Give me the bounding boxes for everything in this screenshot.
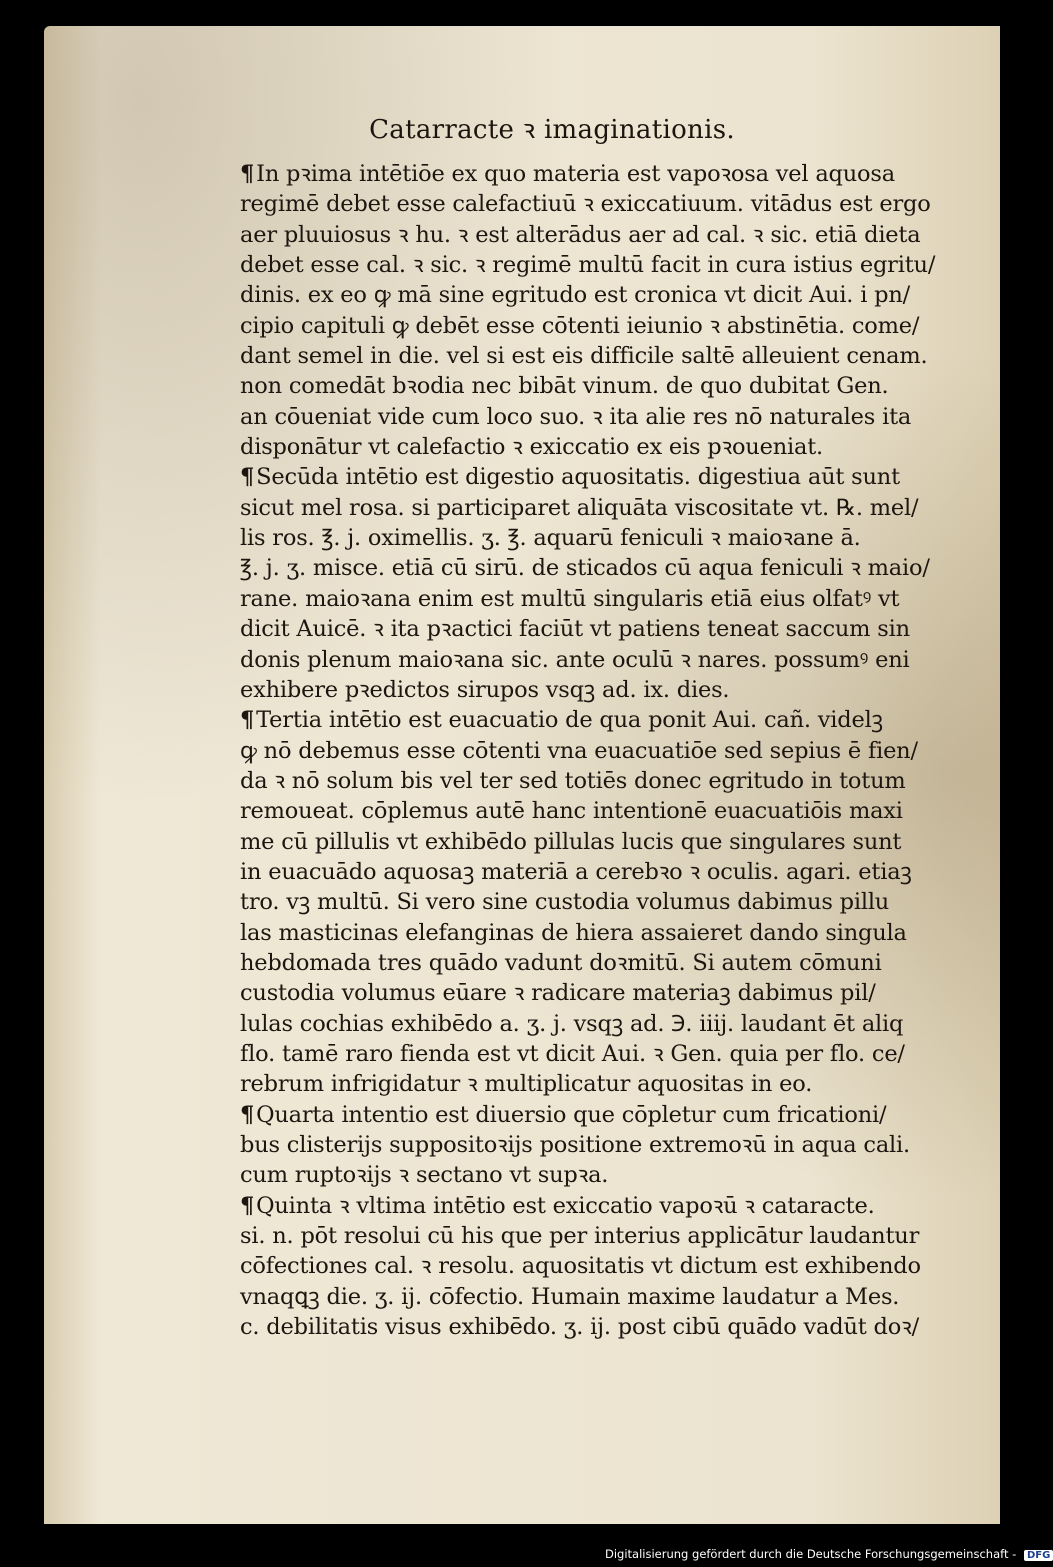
text-line-content: dicit Auicē. ꝛ ita pꝛactici faciūt vt patiens teneat saccum sin [240,616,910,643]
text-line [240,1221,920,1251]
text-line [240,1130,910,1160]
text-line-content: remoueat. cōplemus autē hanc intentionē euacuatiōis maxi [240,798,903,825]
text-line [240,553,930,583]
text-line-content: donis plenum maioꝛana sic. ante oculū ꝛ nares. possumꝰ eni [240,646,910,673]
text-line-content: In pꝛima intētiōe ex quo materia est vapoꝛosa vel aquosa [256,161,895,187]
text-line [240,1191,910,1221]
text-line-content: debet esse cal. ꝛ sic. ꝛ regimē multū facit in cura istius egritu/ [240,252,936,279]
text-line-content: regimē debet esse calefactiuū ꝛ exiccatiuum. vitādus est ergo [240,191,931,218]
text-line [240,766,910,796]
text-line [240,462,910,492]
text-line [240,523,910,553]
text-line-content: da ꝛ nō solum bis vel ter sed totiēs donec egritudo in totum [240,767,906,794]
text-line-content: Quinta ꝛ vltima intētio est exiccatio vapoꝛū ꝛ cataracte. [256,1192,875,1219]
text-line-content: an cōueniat vide cum loco suo. ꝛ ita alie res nō naturales ita [240,403,912,430]
text-line [240,614,910,644]
text-line [240,1069,910,1099]
text-line-content: vnaqꝗꝫ die. ʒ. ij. cōfectio. Humain maxime laudatur a Mes. [240,1283,900,1310]
paragraph-mark: ¶ [240,161,255,187]
text-line-content: Quarta intentio est diuersio que cōpletur cum fricationi/ [256,1101,887,1128]
text-line [240,796,910,826]
paragraph-mark: ¶ [240,464,255,491]
footer-credit [605,1547,1053,1565]
text-line-content: cipio capituli ꝙ debēt esse cōtenti ieiunio ꝛ abstinētia. come/ [240,312,920,339]
text-line [240,1009,910,1039]
dfg-logo: DFG [1024,1550,1053,1561]
text-line [240,1039,910,1069]
text-block [240,159,936,1342]
text-line [240,827,910,857]
text-line [240,584,910,614]
text-line [240,1251,921,1281]
text-line-content: aer pluuiosus ꝛ hu. ꝛ est alterādus aer ad cal. ꝛ sic. etiā dieta [240,221,921,248]
text-line-content: non comedāt bꝛodia nec bibāt vinum. de quo dubitat Gen. [240,373,889,400]
text-line-content: cum ruptoꝛijs ꝛ sectano vt supꝛa. [240,1162,609,1189]
text-line [240,311,920,341]
text-line [240,675,910,705]
text-line-content: custodia volumus eūare ꝛ radicare materiaꝫ dabimus pil/ [240,980,876,1007]
text-line-content: Tertia intētio est euacuatio de qua ponit Aui. cañ. videlꝫ [256,707,883,734]
text-line [240,918,910,948]
book-page [44,26,1000,1524]
text-line [240,857,910,887]
text-line-content: si. n. pōt resolui cū his que per interius applicātur laudantur [240,1223,920,1250]
text-line-content: sicut mel rosa. si participaret aliquāta viscositate vt. ℞. mel/ [240,494,919,521]
text-line [240,189,931,219]
text-line-content: exhibere pꝛedictos sirupos vsqꝫ ad. ix. dies. [240,676,730,703]
text-line-content: las masticinas elefanginas de hiera assaieret dando singula [240,919,907,946]
text-line-content: bus clisterijs suppositoꝛijs positione extremoꝛū in aqua cali. [240,1132,910,1158]
text-line-content: disponātur vt calefactio ꝛ exiccatio ex eis pꝛoueniat. [240,434,824,461]
text-line-content: cōfectiones cal. ꝛ resolu. aquositatis vt dictum est exhibendo [240,1253,921,1280]
text-line [240,432,910,462]
text-line [240,705,910,735]
text-line-content: Secūda intētio est digestio aquositatis. digestiua aūt sunt [256,464,900,491]
text-line [240,1312,919,1342]
text-line-content: me cū pillulis vt exhibēdo pillulas lucis que singulares sunt [240,828,902,855]
text-line [240,978,910,1008]
running-header: Catarracte ꝛ imaginationis. [369,115,735,145]
text-line [240,1160,910,1190]
text-line-content: hebdomada tres quādo vadunt doꝛmitū. Si autem cōmuni [240,949,882,976]
text-line [240,493,919,523]
text-line-content: dant semel in die. vel si est eis difficile saltē alleuient cenam. [240,343,928,370]
text-line-content: ℥. j. ʒ. misce. etiā cū sirū. de sticados cū aqua feniculi ꝛ maio/ [240,555,930,582]
text-line-content: in euacuādo aquosaꝫ materiā a cerebꝛo ꝛ oculis. agari. etiaꝫ [240,858,912,885]
text-line-content: dinis. ex eo ꝙ mā sine egritudo est cronica vt dicit Aui. i pn/ [240,282,911,309]
text-line [240,645,910,675]
text-line-content: rane. maioꝛana enim est multū singularis etiā eius olfatꝰ vt [240,585,900,612]
text-line-content: lis ros. ℥. j. oximellis. ʒ. ℥. aquarū feniculi ꝛ maioꝛane ā. [240,525,861,552]
text-line-content: rebrum infrigidatur ꝛ multiplicatur aquositas in eo. [240,1071,813,1098]
text-line [240,1100,910,1130]
text-line [240,736,918,766]
text-line [240,341,928,371]
text-line [240,402,910,432]
text-line [240,1282,910,1312]
footer-credit-text: Digitalisierung gefördert durch die Deutsche Forschungsgemeinschaft - [605,1547,1017,1561]
paragraph-mark: ¶ [240,1192,255,1219]
text-line [240,220,921,250]
text-line-content: flo. tamē raro fienda est vt dicit Aui. ꝛ Gen. quia per flo. ce/ [240,1040,905,1067]
text-line-content: lulas cochias exhibēdo a. ʒ. j. vsqꝫ ad. ℈. iiij. laudant ēt aliq [240,1010,904,1037]
paragraph-mark: ¶ [240,707,255,734]
text-line [240,371,910,401]
text-line [240,887,910,917]
text-line [240,159,910,189]
text-line [240,280,910,310]
text-line-content: tro. vꝫ multū. Si vero sine custodia volumus dabimus pillu [240,889,890,916]
text-line-content: c. debilitatis visus exhibēdo. ʒ. ij. post cibū quādo vadūt doꝛ/ [240,1314,919,1341]
text-line [240,250,936,280]
paragraph-mark: ¶ [240,1101,255,1128]
text-line [240,948,910,978]
text-line-content: ꝙ nō debemus esse cōtenti vna euacuatiōe sed sepius ē fien/ [240,737,918,764]
